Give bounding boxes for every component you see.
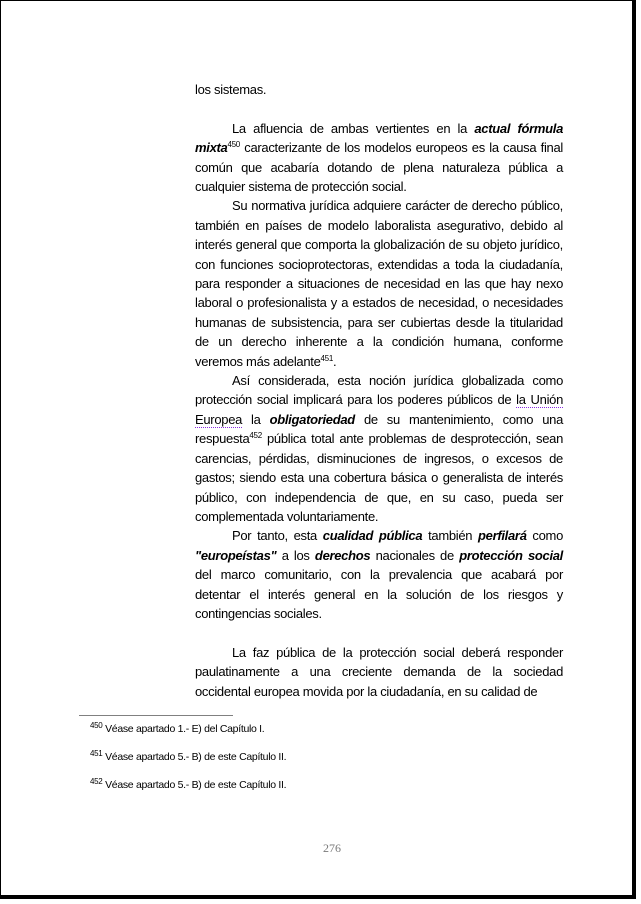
emphasis-text: derechos [314, 547, 371, 563]
footnote-ref-451[interactable]: 451 [320, 353, 333, 363]
footnote-450: $^{450}$ Véase apartado 1.- E) del Capítulo I. [90, 721, 265, 735]
paragraph-3: Así considerada, esta noción jurídica globalizada como protección social implicará para los poderes públicos de la Unión Europea la obligatoriedad de su mantenimiento, como una respuesta$^{452}$ pública total ante problemas de desprotección, sean carencias, pérdidas, disminuciones de ingresos, o excesos de gastos; siendo esta una cobertura básica o generalista de interés público, con independencia de que, en su caso, pueda ser complementada voluntariamente. [195, 373, 564, 524]
emphasis-text: perfilará [478, 528, 527, 544]
emphasis-text: actual fórmula mixta [195, 120, 564, 156]
paragraph-5: La faz pública de la protección social deberá responder paulatinamente a una creciente demanda de la sociedad occidental europea movida por la ciudadanía, en su calidad de [195, 644, 563, 699]
paragraph-continuation: los sistemas. [195, 82, 267, 97]
emphasis-text: obligatoriedad [269, 411, 355, 427]
body-text [195, 80, 563, 701]
emphasis-text: "europeístas" [195, 547, 277, 563]
emphasis-text: cualidad pública [322, 528, 423, 544]
grammar-marked-text: la Unión Europea [195, 392, 564, 427]
footnotes [90, 721, 570, 805]
emphasis-text: protección social [459, 547, 563, 563]
footnote-ref-450[interactable]: 450 [227, 140, 240, 150]
paragraph-4: Por tanto, esta cualidad pública también perfilará como "europeístas" a los derechos nacionales de protección social del marco comunitario, con la prevalencia que acabará por detentar el interés general en la solución de los riesgos y contingencias sociales. [195, 528, 563, 621]
paragraph-2: Su normativa jurídica adquiere carácter de derecho público, también en países de modelo laboralista asegurativo, debido al interés general que comporta la globalización de su objeto jurídico, con funciones socioprotectoras, extendidas a toda la ciudadanía, para responder a situaciones de necesidad en las que hay nexo laboral o profesionalista y a estados de necesidad, o necesidades humanas de subsistencia, para ser cubiertas desde la titularidad de un derecho inherente a la condición humana, conforme veremos más adelante$^{451}$. [195, 198, 563, 369]
footnote-451: $^{451}$ Véase apartado 5.- B) de este Capítulo II. [90, 749, 287, 763]
footnote-452: $^{452}$ Véase apartado 5.- B) de este Capítulo II. [90, 777, 287, 791]
footnote-separator [79, 715, 233, 716]
footnote-ref-452[interactable]: 452 [249, 431, 262, 441]
paragraph-1: La afluencia de ambas vertientes en la actual fórmula mixta$^{450}$ caracterizante de los modelos europeos es la causa final común que acabaría dotando de plena naturaleza pública a cualquier sistema de protección social. [195, 120, 564, 195]
page-number: 276 [323, 841, 341, 855]
